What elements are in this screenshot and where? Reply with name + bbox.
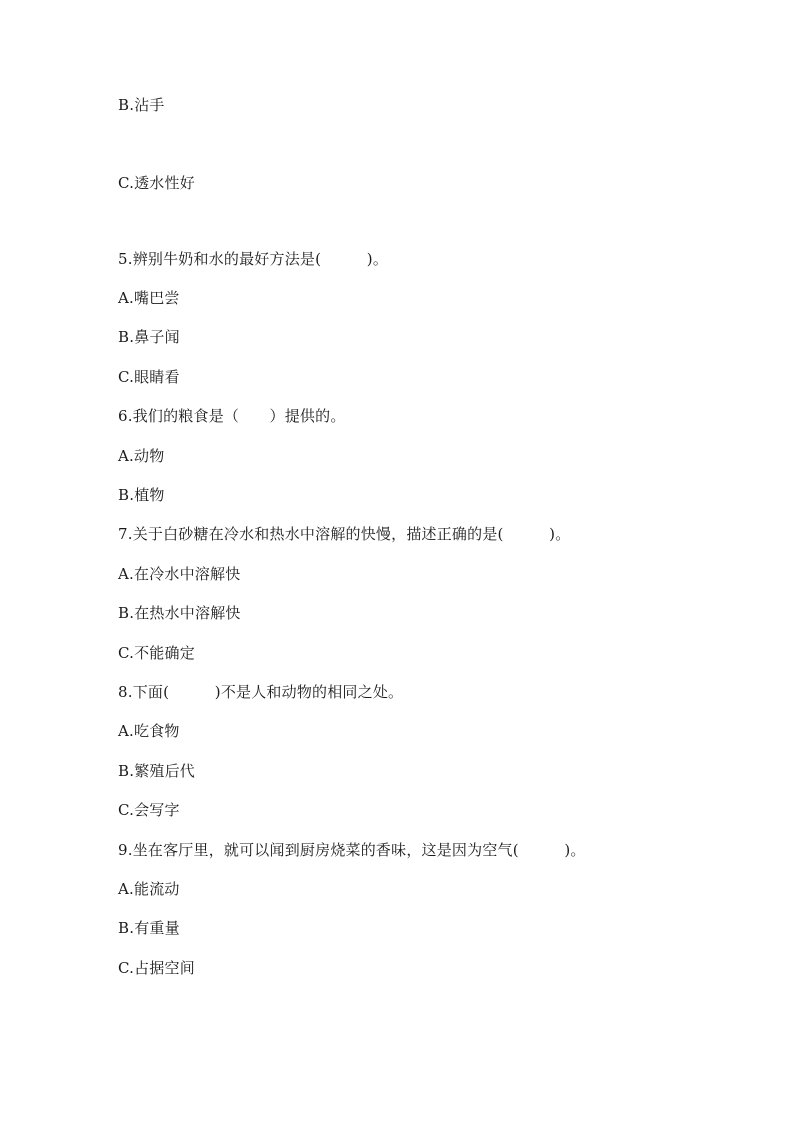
q8-option-c: C.会写字 xyxy=(118,801,180,819)
q9-option-a: A.能流动 xyxy=(118,880,180,898)
q5-option-c: C.眼睛看 xyxy=(118,368,180,386)
q5-option-a: A.嘴巴尝 xyxy=(118,289,180,307)
q8-option-a: A.吃食物 xyxy=(118,722,180,740)
q5-option-b: B.鼻子闻 xyxy=(118,328,180,346)
q7-option-c: C.不能确定 xyxy=(118,644,195,662)
q9-question: 9.坐在客厅里，就可以闻到厨房烧菜的香味，这是因为空气( )。 xyxy=(118,841,586,859)
q8-option-b: B.繁殖后代 xyxy=(118,762,195,780)
q7-option-b: B.在热水中溶解快 xyxy=(118,604,241,622)
q6-question: 6.我们的粮食是（ ）提供的。 xyxy=(118,407,346,425)
q5-question: 5.辨别牛奶和水的最好方法是( )。 xyxy=(118,250,389,268)
q4-option-c: C.透水性好 xyxy=(118,174,195,192)
q8-question: 8.下面( )不是人和动物的相同之处。 xyxy=(118,683,404,701)
q7-option-a: A.在冷水中溶解快 xyxy=(118,565,241,583)
q9-option-b: B.有重量 xyxy=(118,919,180,937)
q6-option-b: B.植物 xyxy=(118,486,165,504)
q4-option-b: B.沾手 xyxy=(118,96,165,114)
q9-option-c: C.占据空间 xyxy=(118,959,195,977)
q7-question: 7.关于白砂糖在冷水和热水中溶解的快慢，描述正确的是( )。 xyxy=(118,525,571,543)
q6-option-a: A.动物 xyxy=(118,447,165,465)
